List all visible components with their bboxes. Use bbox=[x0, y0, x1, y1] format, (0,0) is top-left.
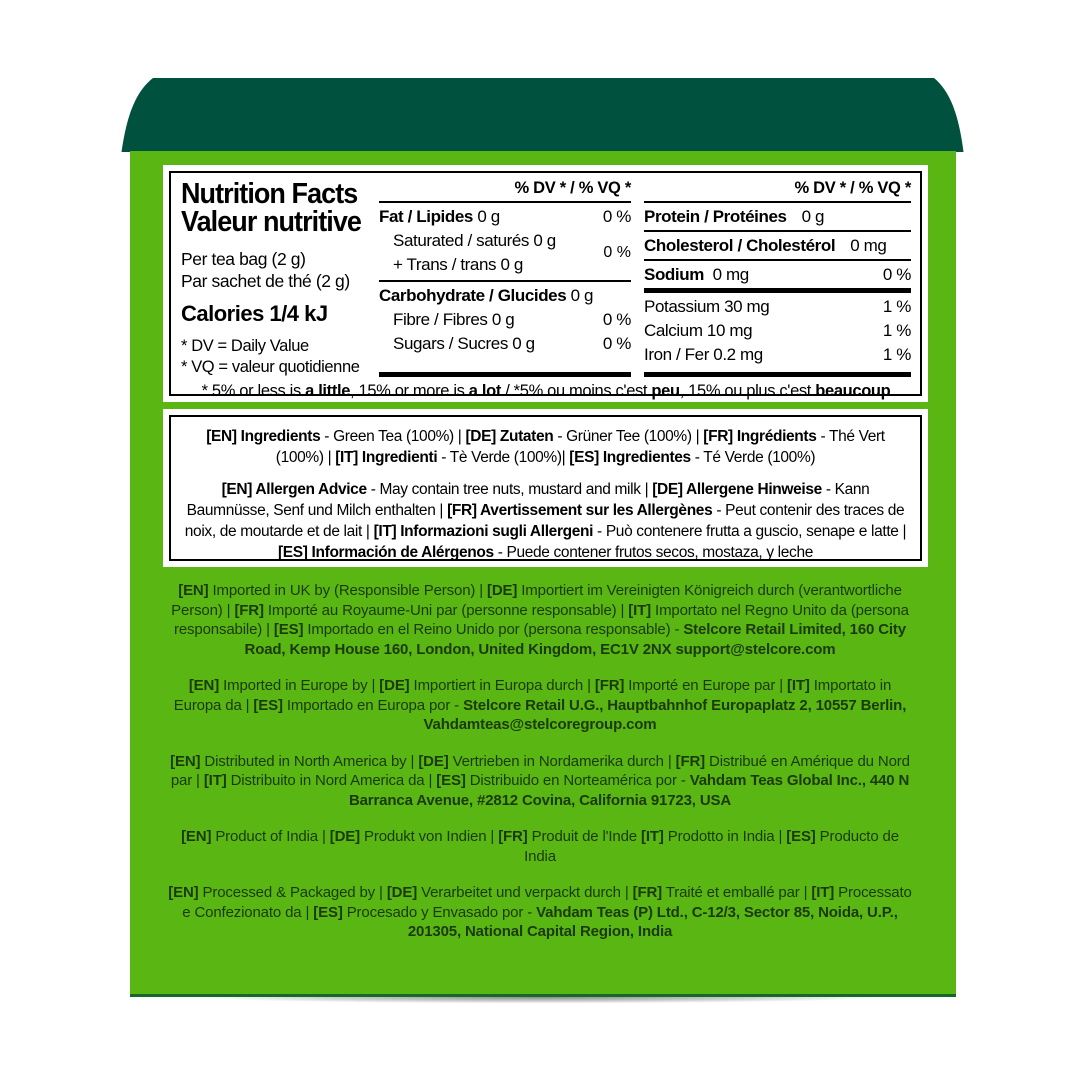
dv-vq-header-right: % DV * / % VQ * bbox=[644, 179, 911, 203]
saturated-trans-pct: 0 % bbox=[603, 244, 631, 261]
trans-row: + Trans / trans 0 g bbox=[393, 255, 523, 274]
fat-pct: 0 % bbox=[602, 207, 631, 226]
fat-row bbox=[379, 203, 631, 229]
saturated-trans-block bbox=[379, 229, 631, 282]
serving-size-fr: Par sachet de thé (2 g) bbox=[181, 270, 350, 291]
protein-label: Protein / Protéines bbox=[644, 207, 787, 226]
processing-paragraph: [EN] Processed & Packaged by | [DE] Verarbeitet und verpackt durch | [FR] Traité et emballé par | [IT] Processato e Confezionato da | [ES] Procesado y Envasado por - Vahdam Teas (P) Ltd., C-12/3, Sector 85, Noida, U.P., 201305, National Capital Region, India bbox=[168, 884, 912, 940]
fibre-row bbox=[379, 308, 631, 332]
cholesterol-row bbox=[644, 232, 911, 261]
calories-line: Calories 1/4 kJ bbox=[181, 301, 328, 326]
nutrition-title bbox=[181, 180, 363, 236]
dv-vq-legend bbox=[181, 336, 377, 377]
allergen-text: [EN] Allergen Advice - May contain tree nuts, mustard and milk | [DE] Allergene Hinweise - Kann Baumnüsse, Senf und Milch enthalten | [FR] Avertissement sur les Allergènes - Peut contenir des traces de noix, de moutarde et de lait | [IT] Informazioni sugli Allergeni - Può contenere frutta a guscio, senape e latte | [ES] Información de Alérgenos - Puede contener frutos secos, mostaza, y leche bbox=[184, 481, 907, 561]
carbohydrate-row bbox=[379, 282, 631, 308]
iron-row bbox=[644, 343, 911, 367]
sugars-label: Sugars / Sucres 0 g bbox=[393, 334, 535, 353]
fibre-label: Fibre / Fibres 0 g bbox=[393, 310, 515, 329]
nutrition-facts-panel bbox=[163, 165, 928, 402]
nutrition-col-titles bbox=[181, 179, 377, 377]
nutrition-footnote: * 5% or less is a little, 15% or more is a lot / *5% ou moins c'est peu, 15% ou plus c'est beaucoup bbox=[201, 382, 891, 400]
protein-value: 0 g bbox=[801, 207, 825, 226]
nutrition-facts-inner bbox=[169, 171, 922, 400]
nutrition-col-fats-carbs bbox=[379, 179, 631, 377]
nutrition-title-en: Nutrition Facts bbox=[181, 178, 358, 210]
nutrition-col-protein-minerals bbox=[644, 179, 911, 377]
dv-legend: * DV = Daily Value bbox=[181, 337, 309, 355]
calcium-pct: 1 % bbox=[882, 321, 911, 340]
protein-row bbox=[644, 203, 911, 232]
potassium-label: Potassium 30 mg bbox=[644, 297, 770, 316]
calcium-label: Calcium 10 mg bbox=[644, 321, 753, 340]
calcium-row bbox=[644, 319, 911, 343]
package-lid-shape bbox=[122, 78, 964, 152]
na-distribution-paragraph: [EN] Distributed in North America by | [DE] Vertrieben in Nordamerika durch | [FR] Distribué en Amérique du Nord par | [IT] Distribuito in Nord America da | [ES] Distribuido en Norteamérica por - Vahdam Teas Global Inc., 440 N Barranca Avenue, #2812 Covina, California 91723, USA bbox=[170, 752, 910, 809]
sodium-pct: 0 % bbox=[882, 265, 911, 284]
iron-label: Iron / Fer 0.2 mg bbox=[644, 345, 763, 364]
regulatory-info-block bbox=[167, 581, 913, 942]
uk-import-paragraph: [EN] Imported in UK by (Responsible Person) | [DE] Importiert im Vereinigten Königreich durch (verantwortliche Person) | [FR] Importé au Royaume-Uni par (personne responsable) | [IT] Importato nel Regno Unito da (persona responsabile) | [ES] Importado en el Reino Unido por (persona responsable) - Stelcore Retail Limited, 160 City Road, Kemp House 160, London, United Kingdom, EC1V 2NX support@stelcore.com bbox=[171, 582, 909, 658]
saturated-row: Saturated / saturés 0 g bbox=[393, 231, 556, 250]
saturated-trans-lines bbox=[379, 229, 556, 277]
potassium-pct: 1 % bbox=[882, 297, 911, 316]
nutrition-columns bbox=[181, 179, 911, 377]
ingredients-text: [EN] Ingredients - Green Tea (100%) | [DE] Zutaten - Grüner Tee (100%) | [FR] Ingrédients - Thé Vert (100%) | [IT] Ingredienti - Tè Verde (100%)| [ES] Ingredientes - Té Verde (100%) bbox=[206, 428, 885, 466]
vq-legend: * VQ = valeur quotidienne bbox=[181, 357, 360, 376]
origin-paragraph: [EN] Product of India | [DE] Produkt von Indien | [FR] Produit de l'Inde [IT] Prodotto in India | [ES] Producto de India bbox=[181, 828, 899, 865]
sugars-row bbox=[379, 332, 631, 356]
ingredients-panel bbox=[163, 409, 928, 567]
fibre-pct: 0 % bbox=[602, 310, 631, 329]
dv-vq-header-mid: % DV * / % VQ * bbox=[379, 179, 631, 203]
eu-import-paragraph: [EN] Imported in Europe by | [DE] Importiert in Europa durch | [FR] Importé en Europe par | [IT] Importato in Europa da | [ES] Importado en Europa por - Stelcore Retail U.G., Hauptbahnhof Europaplatz 2, 10557 Berlin, Vahdamteas@stelcoregroup.com bbox=[173, 677, 907, 733]
serving-size bbox=[181, 249, 377, 292]
serving-size-en: Per tea bag (2 g) bbox=[181, 249, 306, 269]
sugars-pct: 0 % bbox=[602, 334, 631, 353]
sodium-row bbox=[644, 261, 911, 293]
ingredients-panel-inner bbox=[169, 415, 922, 561]
cholesterol-label: Cholesterol / Cholestérol bbox=[644, 236, 836, 255]
sodium-label: Sodium 0 mg bbox=[644, 265, 749, 284]
cholesterol-value: 0 mg bbox=[850, 236, 887, 255]
carbohydrate-label: Carbohydrate / Glucides 0 g bbox=[379, 286, 594, 305]
iron-pct: 1 % bbox=[882, 345, 911, 364]
nutrition-title-fr: Valeur nutritive bbox=[181, 206, 361, 238]
potassium-row bbox=[644, 293, 911, 319]
fat-label: Fat / Lipides 0 g bbox=[379, 207, 500, 226]
